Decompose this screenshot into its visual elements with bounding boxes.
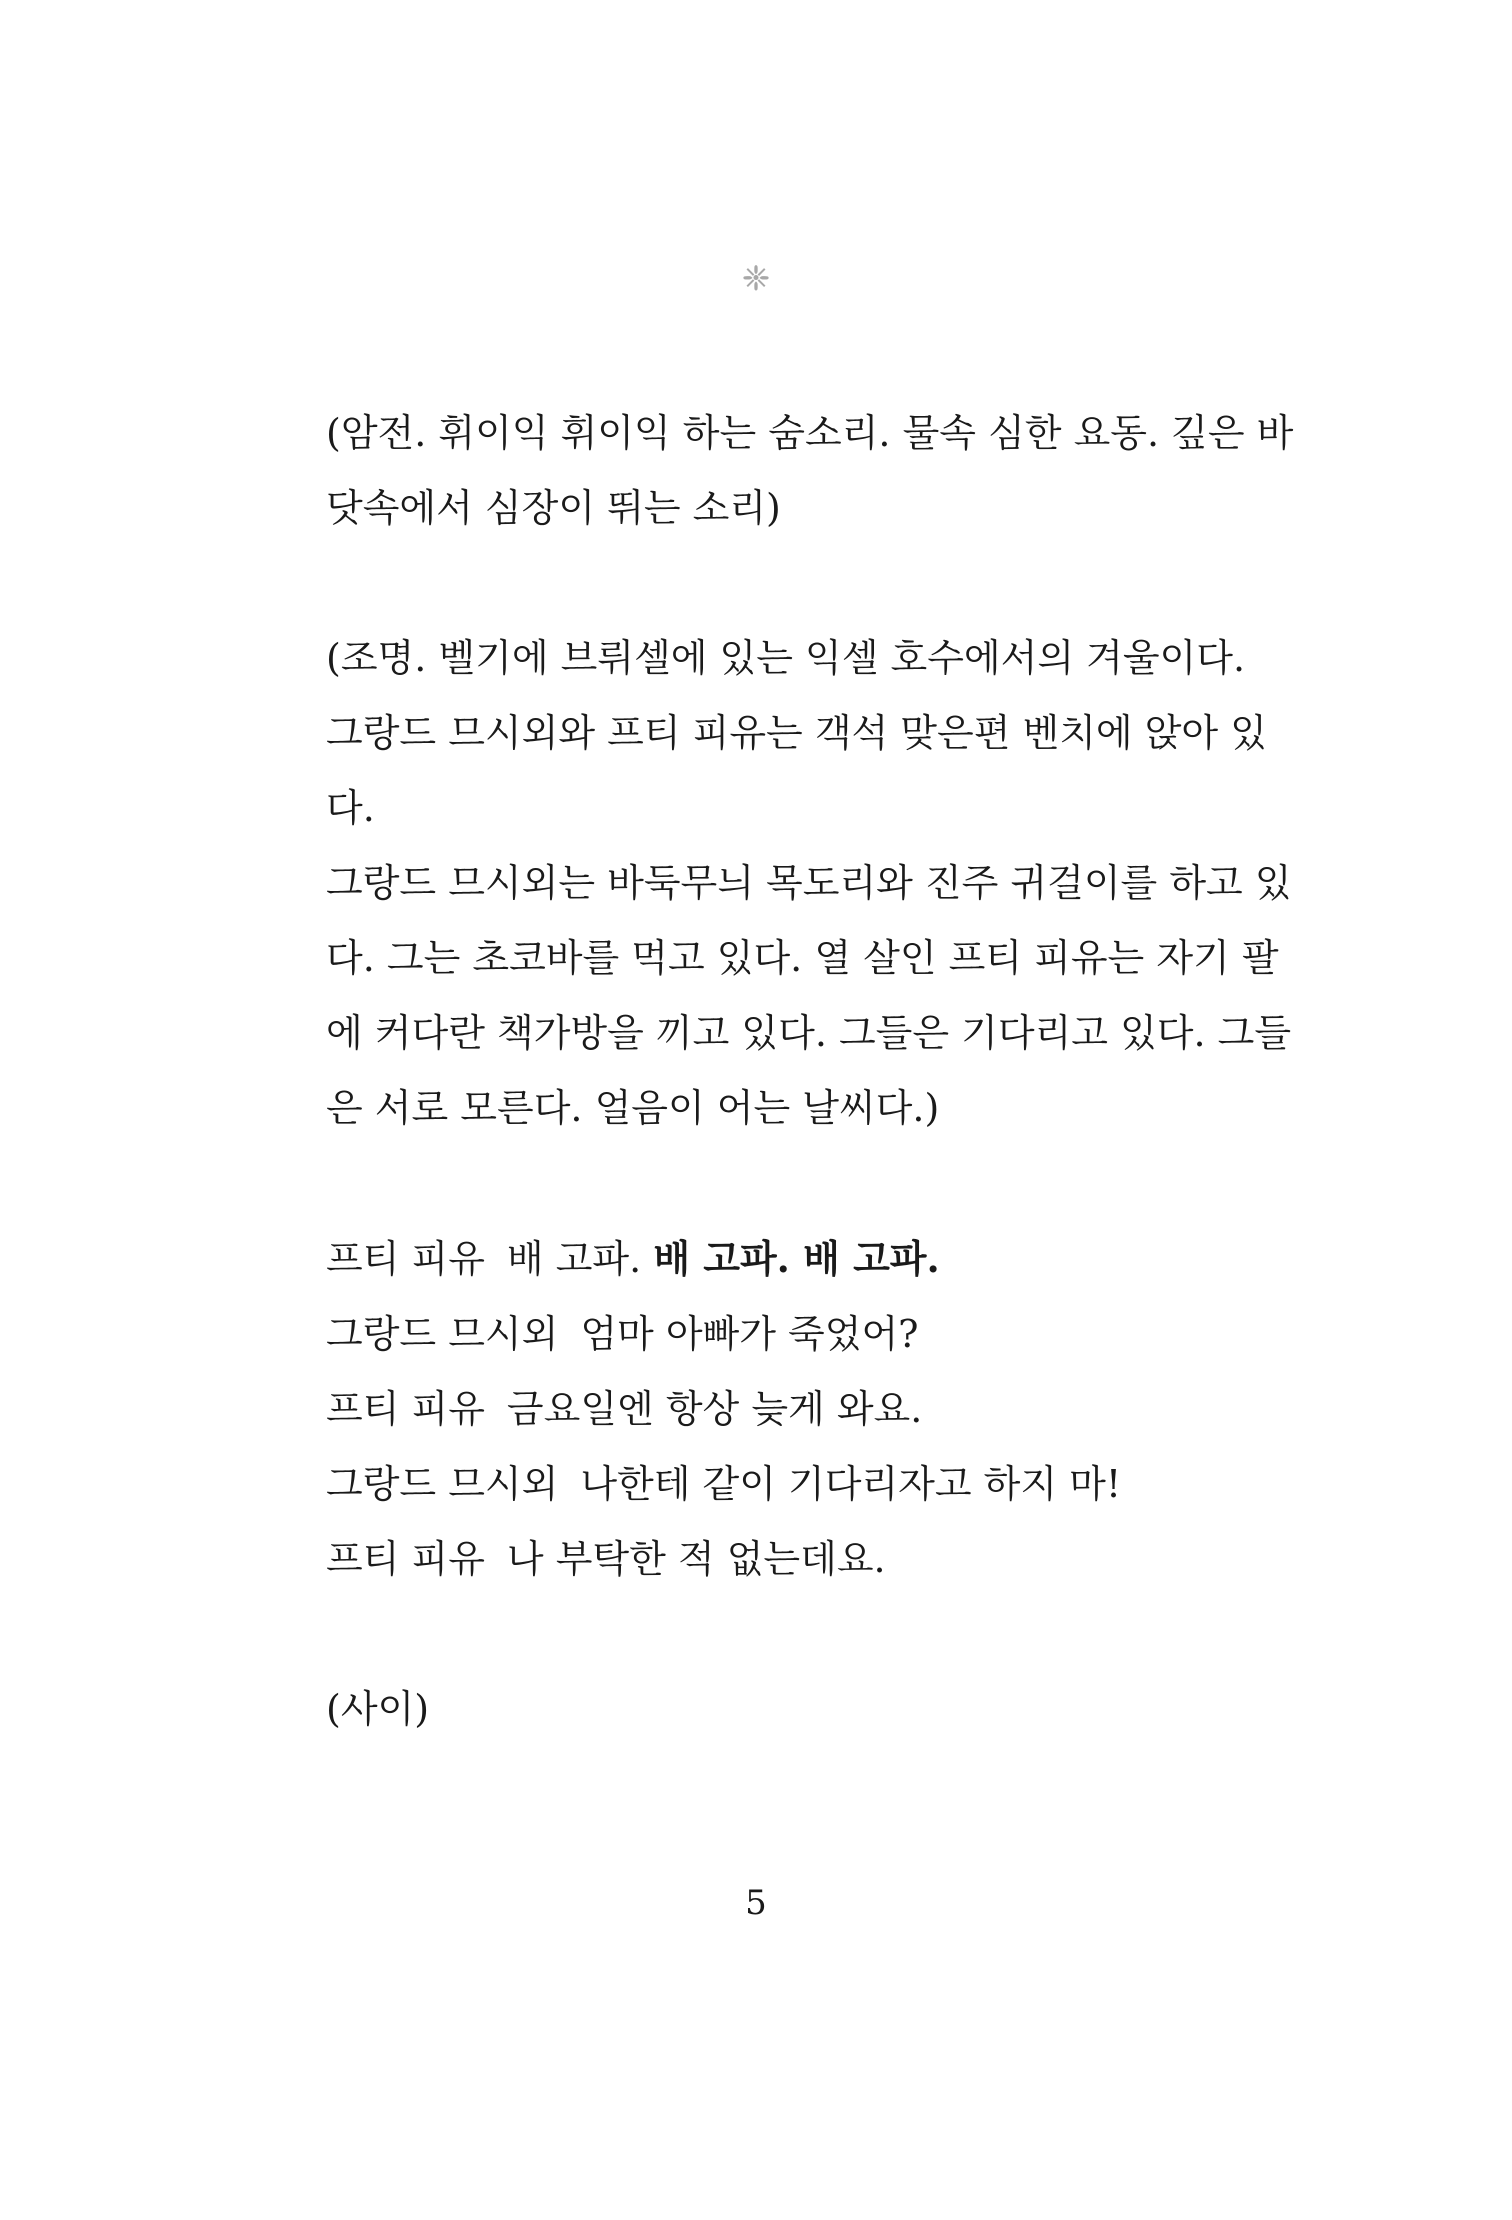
dialogue-text: 나한테 같이 기다리자고 하지 마! <box>580 1462 1122 1506</box>
speaker-name: 프티 피유 <box>326 1537 485 1581</box>
dialogue-line <box>326 1297 1266 1372</box>
speaker-name: 프티 피유 <box>326 1387 485 1431</box>
dialogue-text: 배 고파. <box>506 1237 642 1281</box>
dialogue-text: 금요일엔 항상 늦게 와요. <box>506 1387 923 1431</box>
dialogue-block <box>326 1221 1266 1597</box>
stage-direction-1 <box>326 396 1294 546</box>
paragraph-gap <box>326 1597 1266 1672</box>
stage-direction-pause: (사이) <box>326 1687 430 1731</box>
text-line: 다. 그는 초코바를 먹고 있다. 열 살인 프티 피유는 자기 팔 <box>326 936 1279 980</box>
dialogue-emphasis: 배 고파. 배 고파. <box>653 1236 940 1281</box>
dialogue-text: 엄마 아빠가 죽었어? <box>580 1312 919 1356</box>
text-line: 은 서로 모른다. 얼음이 어는 날씨다.) <box>326 1086 940 1130</box>
dialogue-line <box>326 1372 1266 1447</box>
ornament-icon: ❈ <box>741 259 771 299</box>
text-line: (조명. 벨기에 브뤼셀에 있는 익셀 호수에서의 겨울이다. <box>326 636 1246 680</box>
dialogue-line <box>326 1447 1266 1522</box>
text-line: 그랑드 므시외는 바둑무늬 목도리와 진주 귀걸이를 하고 있 <box>326 861 1292 905</box>
text-line: 에 커다란 책가방을 끼고 있다. 그들은 기다리고 있다. 그들 <box>326 1011 1292 1055</box>
paragraph-gap <box>326 546 1266 621</box>
speaker-name: 그랑드 므시외 <box>326 1462 559 1506</box>
body-text <box>326 396 1294 1747</box>
text-line: 그랑드 므시외와 프티 피유는 객석 맞은편 벤치에 앉아 있 <box>326 711 1267 755</box>
speaker-name: 프티 피유 <box>326 1237 485 1281</box>
text-line: 다. <box>326 786 375 830</box>
stage-direction-2 <box>326 621 1292 1146</box>
dialogue-line <box>326 1522 1266 1597</box>
text-line: (암전. 휘이익 휘이익 하는 숨소리. 물속 심한 요동. 깊은 바 <box>326 411 1294 455</box>
dialogue-line <box>326 1221 1266 1297</box>
page-number: 5 <box>745 1883 767 1923</box>
speaker-name: 그랑드 므시외 <box>326 1312 559 1356</box>
paragraph-gap <box>326 1146 1266 1221</box>
text-line: 닷속에서 심장이 뛰는 소리) <box>326 486 781 530</box>
dialogue-text: 나 부탁한 적 없는데요. <box>506 1537 886 1581</box>
